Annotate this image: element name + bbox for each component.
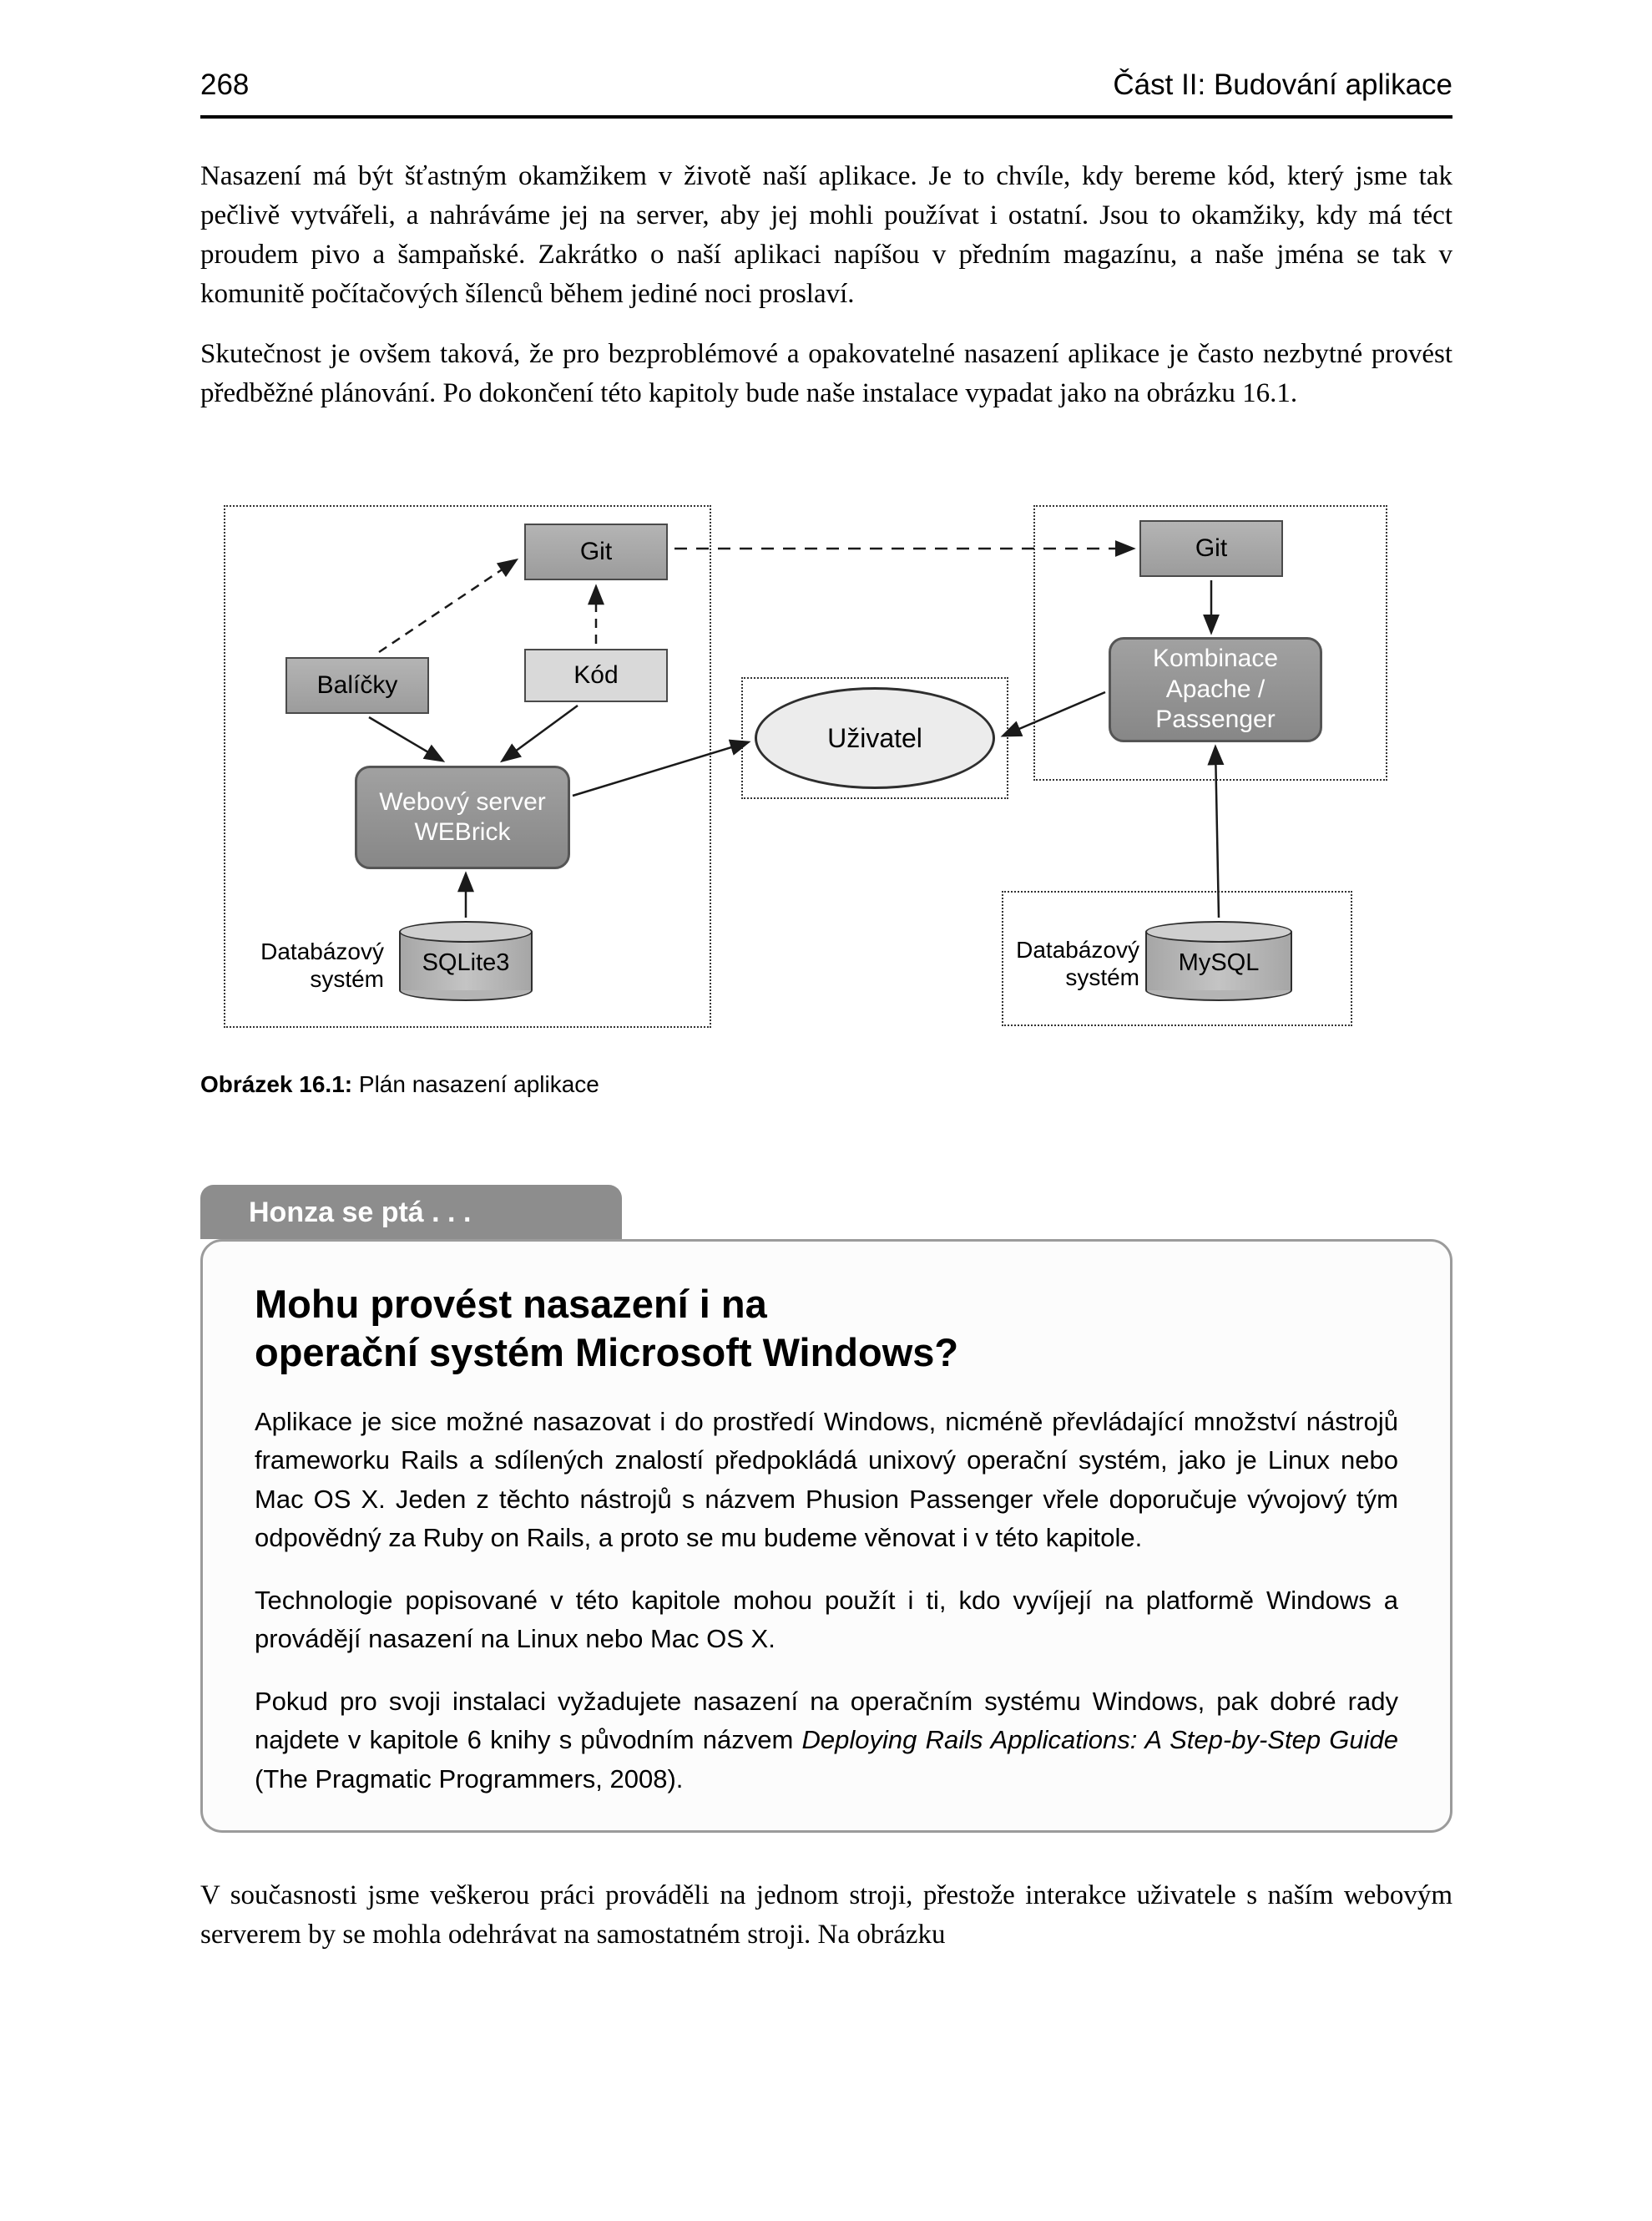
apache-label-line1: Kombinace — [1152, 645, 1279, 673]
db-right-line1: Databázový — [1016, 937, 1139, 964]
figure-caption-text: Plán nasazení aplikace — [352, 1071, 599, 1098]
arrow-webrick-to-user — [573, 742, 748, 796]
webrick-node — [355, 766, 570, 869]
qa-tab: Honza se ptá . . . — [200, 1185, 622, 1239]
arrow-balicky-to-webrick — [369, 717, 442, 761]
paragraph-intro: Nasazení má být šťastným okamžikem v životě naší aplikace. Je to chvíle, kdy bereme kód, který jsme tak pečlivě vytvářeli, a nahráváme jej na server, aby jej mohli používat i ostatní. Jsou to okamžiky, kdy má téct proudem pivo a šampaňské. Zakrátko o naší aplikaci napíšou v předním magazínu, a naše jména se tak v komunitě počítačových šílenců během jediné noci proslaví. — [200, 161, 1452, 309]
qa-box — [200, 1239, 1452, 1833]
qa-paragraph-3-part1: Pokud pro svoji instalaci vyžadujete nasazení na operačním systému Windows, pak dobré rady najdete v kapitole 6 knihy s původním názvem — [255, 1686, 1398, 1755]
qa-paragraph-3-book-title: Deploying Rails Applications: A Step-by-Step Guide — [801, 1725, 1398, 1755]
db-right-line2: systém — [1065, 964, 1139, 991]
apache-label-line2: Apache / — [1165, 675, 1266, 703]
arrow-kod-to-webrick — [503, 706, 578, 761]
qa-heading — [255, 1280, 1398, 1378]
webrick-label-line2: WEBrick — [414, 818, 511, 847]
mysql-cylinder — [1145, 921, 1292, 1001]
kod-node — [524, 649, 668, 702]
arrow-mysql-to-apache — [1215, 747, 1219, 918]
qa-paragraph-1: Aplikace je sice možné nasazovat i do prostředí Windows, nicméně převládající množství nástrojů frameworku Rails a sdílených znalostí předpokládá unixový operační systém, jako je Linux nebo Mac OS X. Jeden z těchto nástrojů s názvem Phusion Passenger vřele doporučuje vývojový tým odpovědný za Ruby on Rails, a proto se mu budeme věnovat i v této kapitole. — [255, 1406, 1398, 1553]
db-system-label-left — [234, 938, 384, 993]
paragraph-closing: V současnosti jsme veškerou práci prováděli na jednom stroji, přestože interakce uživatele s naším webovým serverem by se mohla odehrávat na samostatném stroji. Na obrázku — [200, 1880, 1452, 1950]
page-header — [200, 0, 1452, 102]
arrow-apache-to-user — [1003, 692, 1105, 736]
page-number: 268 — [200, 68, 250, 101]
arrow-balicky-to-git — [379, 560, 516, 652]
qa-paragraph-3 — [255, 1682, 1398, 1799]
uzivatel-node — [755, 687, 995, 789]
sqlite-cylinder — [399, 921, 533, 1001]
sqlite-label: SQLite3 — [422, 949, 510, 977]
git-left-label: Git — [579, 538, 613, 566]
section-title: Část II: Budování aplikace — [1113, 68, 1452, 101]
apache-passenger-node — [1109, 637, 1322, 742]
figure-caption — [200, 1071, 1452, 1098]
deployment-diagram — [200, 505, 1452, 1048]
paragraph-plan: Skutečnost je ovšem taková, že pro bezproblémové a opakovatelné nasazení aplikace je často nezbytné provést předběžné plánování. Po dokončení této kapitoly bude naše instalace vypadat jako na obrázku 16.1. — [200, 339, 1452, 409]
git-left-node — [524, 524, 668, 580]
uzivatel-label: Uživatel — [827, 722, 922, 753]
db-system-label-right — [1014, 936, 1139, 991]
header-rule — [200, 115, 1452, 119]
qa-heading-line1: Mohu provést nasazení i na — [255, 1282, 767, 1327]
git-right-label: Git — [1195, 534, 1228, 563]
cylinder-top — [1145, 921, 1292, 943]
cylinder-top — [399, 921, 533, 943]
db-left-line2: systém — [310, 966, 384, 993]
apache-label-line3: Passenger — [1155, 706, 1276, 734]
balicky-node — [285, 657, 429, 714]
balicky-label: Balíčky — [316, 671, 398, 700]
kod-label: Kód — [573, 661, 619, 690]
qa-heading-line2: operační systém Microsoft Windows? — [255, 1330, 959, 1375]
qa-paragraph-3-part2: (The Pragmatic Programmers, 2008). — [255, 1763, 684, 1793]
figure-caption-label: Obrázek 16.1: — [200, 1071, 353, 1098]
db-left-line1: Databázový — [260, 938, 384, 965]
git-right-node — [1139, 520, 1283, 577]
page-content — [200, 0, 1452, 1955]
webrick-label-line1: Webový server — [379, 787, 546, 816]
mysql-label: MySQL — [1178, 949, 1260, 977]
qa-paragraph-2: Technologie popisované v této kapitole mohou použít i ti, kdo vyvíjejí na platformě Windows a provádějí nasazení na Linux nebo Mac OS X. — [255, 1585, 1398, 1654]
